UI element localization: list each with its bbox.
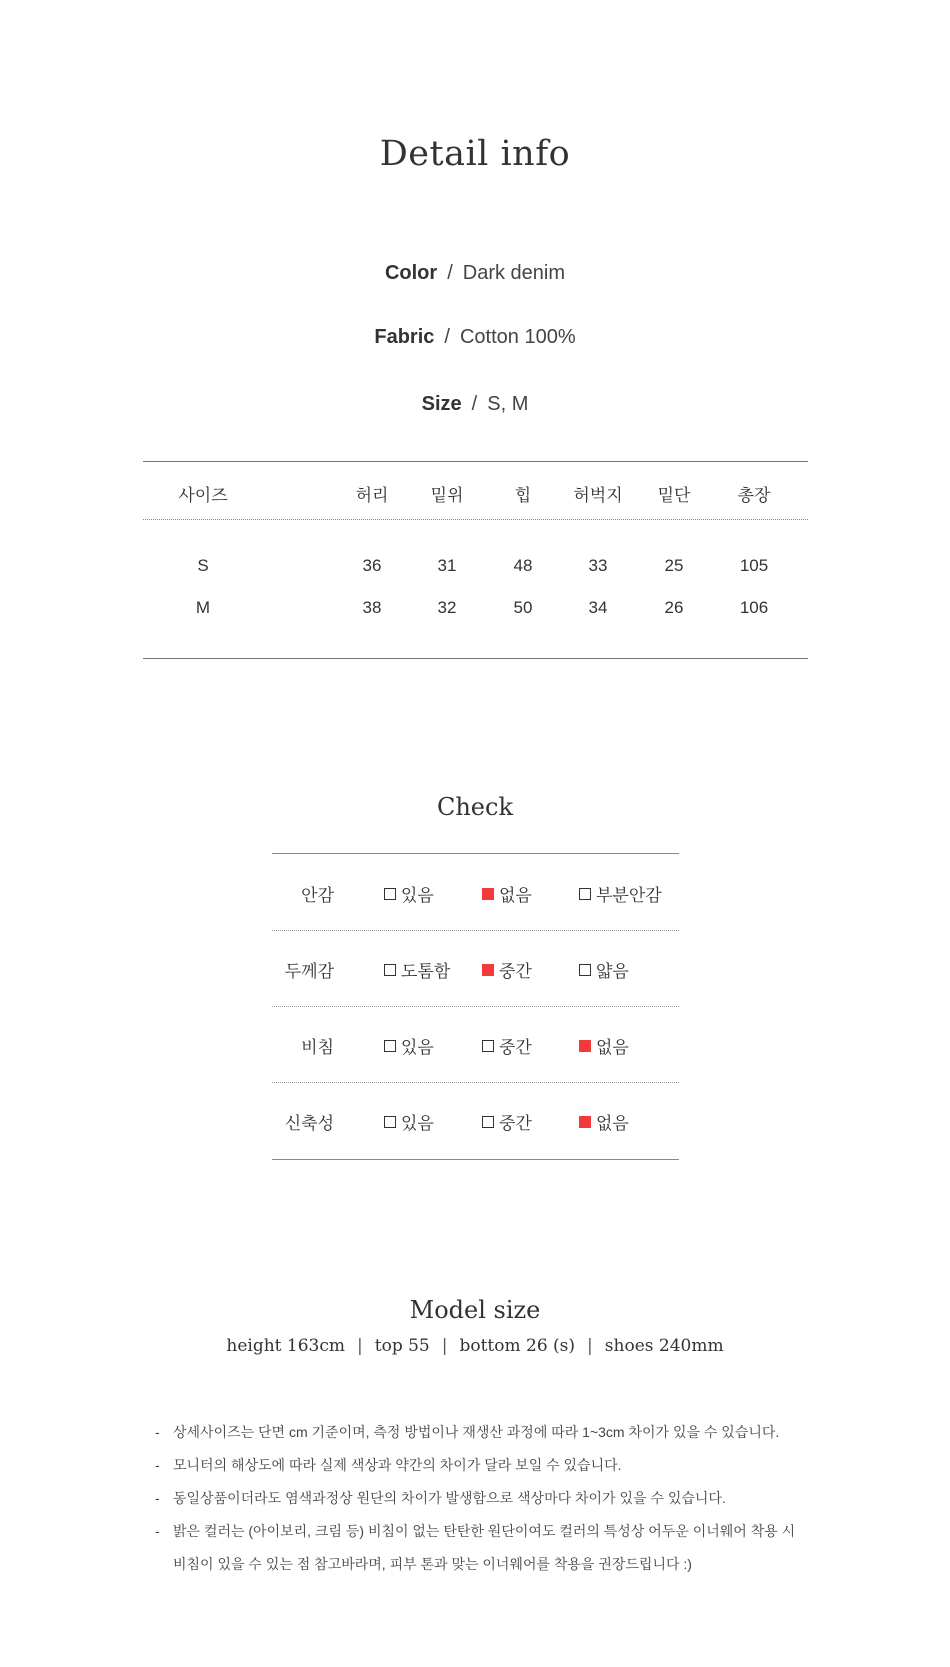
- option-label: 중간: [499, 1114, 532, 1133]
- check-option: [482, 957, 532, 982]
- note-item: [155, 1416, 815, 1449]
- option-label: 중간: [499, 962, 532, 981]
- note-continuation: 비침이 있을 수 있는 점 참고바라며, 피부 톤과 맞는 이너웨어를 착용을 권장드립니다 :): [173, 1556, 692, 1572]
- check-row-thickness: [272, 930, 679, 1007]
- check-option: [579, 881, 662, 906]
- model-top: top 55: [374, 1336, 430, 1356]
- table-cell: 33: [588, 556, 608, 575]
- check-option: [579, 957, 629, 982]
- check-option: [482, 1109, 532, 1134]
- option-label: 얇음: [596, 962, 629, 981]
- notes-list: [155, 1416, 815, 1581]
- option-label: 도톰함: [401, 962, 451, 981]
- color-value: Dark denim: [462, 262, 566, 284]
- check-option: [384, 1109, 434, 1134]
- table-cell: 36: [362, 556, 382, 575]
- header-rise: 밑위: [430, 486, 464, 505]
- check-row-stretch: [272, 1082, 679, 1158]
- model-bottom: bottom 26 (s): [459, 1336, 576, 1356]
- detail-info-title: Detail info: [379, 134, 571, 174]
- dash: -: [155, 1490, 160, 1506]
- check-option: [482, 881, 532, 906]
- header-hip: 힙: [514, 486, 532, 505]
- table-cell: S: [197, 556, 209, 575]
- note-item: [155, 1482, 815, 1515]
- checkbox-empty-icon: [482, 1040, 494, 1052]
- table-cell: 48: [513, 556, 533, 575]
- checkbox-filled-icon: [482, 888, 494, 900]
- size-value: S, M: [487, 393, 529, 415]
- dash: -: [155, 1424, 160, 1440]
- model-height: height 163cm: [226, 1336, 346, 1356]
- table-cell: 34: [588, 598, 608, 617]
- note-text: 상세사이즈는 단면 cm 기준이며, 측정 방법이나 재생산 과정에 따라 1~3cm 차이가 있을 수 있습니다.: [173, 1424, 780, 1440]
- fabric-value: Cotton 100%: [459, 326, 576, 348]
- option-label: 중간: [499, 1038, 532, 1057]
- model-size-line: [0, 1336, 950, 1356]
- note-text: 모니터의 해상도에 따라 실제 색상과 약간의 차이가 달라 보일 수 있습니다.: [173, 1457, 622, 1473]
- check-title: Check: [436, 793, 513, 821]
- separator: /: [444, 326, 450, 348]
- checkbox-filled-icon: [579, 1040, 591, 1052]
- header-size: 사이즈: [178, 486, 228, 505]
- size-table: [143, 461, 808, 659]
- option-label: 없음: [596, 1038, 629, 1057]
- table-cell: 106: [739, 598, 769, 617]
- header-length: 총장: [737, 486, 771, 505]
- check-row-label: 비침: [301, 1038, 334, 1057]
- checkbox-empty-icon: [482, 1116, 494, 1128]
- checkbox-empty-icon: [384, 964, 396, 976]
- model-shoes: shoes 240mm: [604, 1336, 724, 1356]
- check-option: [384, 881, 434, 906]
- table-cell: 25: [664, 556, 684, 575]
- check-option: [579, 1033, 629, 1058]
- check-table: [272, 853, 679, 1160]
- divider: |: [441, 1336, 448, 1356]
- table-cell: 26: [664, 598, 684, 617]
- header-thigh: 허벅지: [573, 486, 623, 505]
- note-text: 동일상품이더라도 염색과정상 원단의 차이가 발생함으로 색상마다 차이가 있을 수 있습니다.: [173, 1490, 726, 1506]
- note-text: 밝은 컬러는 (아이보리, 크림 등) 비침이 없는 탄탄한 원단이여도 컬러의 특성상 어두운 이너웨어 착용 시: [173, 1523, 796, 1539]
- header-waist: 허리: [355, 486, 389, 505]
- note-item: [155, 1515, 815, 1548]
- table-cell: 105: [739, 556, 769, 575]
- checkbox-empty-icon: [384, 1116, 396, 1128]
- divider: |: [357, 1336, 363, 1356]
- check-option: [384, 1033, 434, 1058]
- check-row-lining: [272, 854, 679, 931]
- table-cell: 50: [513, 598, 533, 617]
- option-label: 있음: [401, 1038, 434, 1057]
- check-row-label: 신축성: [284, 1114, 334, 1133]
- check-row-label: 두께감: [284, 962, 334, 981]
- table-cell: M: [195, 598, 211, 617]
- check-row-label: 안감: [301, 886, 334, 905]
- check-option: [579, 1109, 629, 1134]
- size-label: Size: [421, 393, 462, 415]
- spec-color: [0, 262, 950, 285]
- dash: -: [155, 1523, 160, 1539]
- header-hem: 밑단: [657, 486, 691, 505]
- table-cell: 31: [437, 556, 457, 575]
- table-cell: 38: [362, 598, 382, 617]
- spec-size: [0, 393, 950, 416]
- option-label: 없음: [596, 1114, 629, 1133]
- check-option: [384, 957, 450, 982]
- note-item: [155, 1449, 815, 1482]
- separator: /: [471, 393, 478, 415]
- table-cell: 32: [437, 598, 457, 617]
- checkbox-empty-icon: [579, 888, 591, 900]
- option-label: 없음: [499, 886, 532, 905]
- dotted-divider: [143, 519, 808, 520]
- fabric-label: Fabric: [374, 326, 435, 348]
- dash: -: [155, 1457, 160, 1473]
- spec-fabric: [0, 326, 950, 349]
- model-size-title: Model size: [409, 1296, 541, 1324]
- option-label: 있음: [401, 1114, 434, 1133]
- checkbox-filled-icon: [482, 964, 494, 976]
- color-label: Color: [384, 262, 438, 284]
- checkbox-empty-icon: [579, 964, 591, 976]
- check-row-sheerness: [272, 1006, 679, 1083]
- check-option: [482, 1033, 532, 1058]
- option-label: 부분안감: [596, 886, 662, 905]
- checkbox-empty-icon: [384, 1040, 396, 1052]
- option-label: 있음: [401, 886, 434, 905]
- checkbox-filled-icon: [579, 1116, 591, 1128]
- separator: /: [447, 262, 453, 284]
- divider: |: [587, 1336, 593, 1356]
- checkbox-empty-icon: [384, 888, 396, 900]
